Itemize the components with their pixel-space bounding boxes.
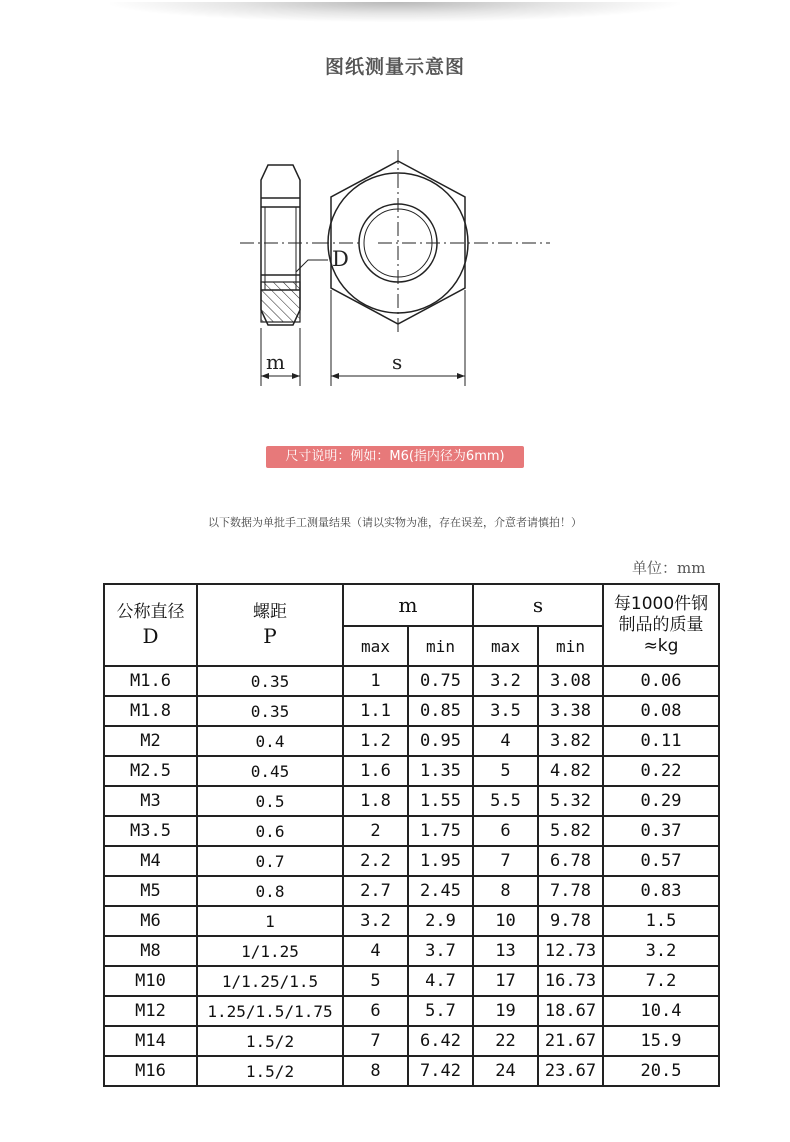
cell-m-max: 1.6: [343, 756, 408, 786]
cell-pitch: 0.8: [197, 876, 343, 906]
cell-pitch: 0.35: [197, 696, 343, 726]
header-mass: [603, 584, 719, 666]
table-row: [104, 846, 719, 876]
page-title: 图纸测量示意图: [324, 56, 465, 78]
label-d: D: [332, 247, 349, 271]
cell-pitch: 1.25/1.5/1.75: [197, 996, 343, 1026]
table-row: [104, 726, 719, 756]
header-s-max: max: [473, 626, 538, 666]
cell-diameter: M3: [104, 786, 197, 816]
cell-mass: 0.57: [603, 846, 719, 876]
cell-m-max: 2.7: [343, 876, 408, 906]
header-mass-line3: ≈kg: [643, 635, 679, 656]
cell-s-min: 7.78: [538, 876, 603, 906]
cell-m-max: 5: [343, 966, 408, 996]
cell-m-min: 1.95: [408, 846, 473, 876]
cell-m-min: 1.75: [408, 816, 473, 846]
label-s: s: [392, 350, 403, 374]
cell-s-max: 6: [473, 816, 538, 846]
cell-m-min: 3.7: [408, 936, 473, 966]
cell-s-max: 22: [473, 1026, 538, 1056]
cell-s-max: 13: [473, 936, 538, 966]
header-m-max: max: [343, 626, 408, 666]
table-row: [104, 906, 719, 936]
cell-mass: 0.11: [603, 726, 719, 756]
cell-s-min: 16.73: [538, 966, 603, 996]
cell-m-min: 7.42: [408, 1056, 473, 1086]
cell-m-max: 1.1: [343, 696, 408, 726]
cell-mass: 15.9: [603, 1026, 719, 1056]
cell-diameter: M1.6: [104, 666, 197, 696]
header-m-min: min: [408, 626, 473, 666]
header-diameter-sym: D: [142, 624, 159, 648]
cell-pitch: 1/1.25: [197, 936, 343, 966]
cell-s-max: 24: [473, 1056, 538, 1086]
cell-m-max: 1.8: [343, 786, 408, 816]
cell-m-min: 0.95: [408, 726, 473, 756]
cell-diameter: M6: [104, 906, 197, 936]
cell-m-min: 6.42: [408, 1026, 473, 1056]
cell-m-max: 4: [343, 936, 408, 966]
cell-s-min: 21.67: [538, 1026, 603, 1056]
header-mass-line2: 制品的质量: [618, 614, 704, 635]
cell-pitch: 1/1.25/1.5: [197, 966, 343, 996]
cell-diameter: M1.8: [104, 696, 197, 726]
cell-s-max: 10: [473, 906, 538, 936]
cell-s-min: 3.08: [538, 666, 603, 696]
cell-s-min: 3.38: [538, 696, 603, 726]
cell-mass: 1.5: [603, 906, 719, 936]
cell-mass: 0.29: [603, 786, 719, 816]
cell-pitch: 0.4: [197, 726, 343, 756]
cell-m-min: 1.35: [408, 756, 473, 786]
cell-s-max: 4: [473, 726, 538, 756]
cell-m-max: 8: [343, 1056, 408, 1086]
cell-diameter: M2.5: [104, 756, 197, 786]
disclaimer-text: 以下数据为单批手工测量结果（请以实物为准，存在误差，介意者请慎拍！）: [208, 516, 582, 529]
cell-s-min: 5.82: [538, 816, 603, 846]
spec-table: [103, 583, 720, 1087]
cell-pitch: 0.35: [197, 666, 343, 696]
header-pitch-cn: 螺距: [253, 602, 287, 622]
cell-m-min: 2.9: [408, 906, 473, 936]
table-row: [104, 996, 719, 1026]
cell-mass: 0.37: [603, 816, 719, 846]
spec-table-body: [104, 666, 719, 1086]
table-row: [104, 786, 719, 816]
cell-pitch: 0.7: [197, 846, 343, 876]
cell-diameter: M14: [104, 1026, 197, 1056]
cell-m-max: 6: [343, 996, 408, 1026]
header-m: m: [343, 584, 473, 626]
cell-m-max: 2.2: [343, 846, 408, 876]
cell-mass: 0.08: [603, 696, 719, 726]
cell-s-max: 19: [473, 996, 538, 1026]
table-row: [104, 816, 719, 846]
cell-m-min: 4.7: [408, 966, 473, 996]
cell-diameter: M3.5: [104, 816, 197, 846]
cell-pitch: 0.45: [197, 756, 343, 786]
nut-drawing: [220, 150, 550, 395]
cell-mass: 20.5: [603, 1056, 719, 1086]
cell-diameter: M16: [104, 1056, 197, 1086]
cell-m-max: 1.2: [343, 726, 408, 756]
cell-s-min: 9.78: [538, 906, 603, 936]
cell-diameter: M2: [104, 726, 197, 756]
cell-m-min: 5.7: [408, 996, 473, 1026]
cell-m-max: 7: [343, 1026, 408, 1056]
table-row: [104, 756, 719, 786]
header-pitch: [197, 584, 343, 666]
cell-s-min: 3.82: [538, 726, 603, 756]
table-row: [104, 966, 719, 996]
cell-diameter: M10: [104, 966, 197, 996]
header-s-min: min: [538, 626, 603, 666]
cell-s-max: 5.5: [473, 786, 538, 816]
cell-mass: 0.83: [603, 876, 719, 906]
cell-diameter: M5: [104, 876, 197, 906]
cell-s-max: 3.5: [473, 696, 538, 726]
cell-s-max: 7: [473, 846, 538, 876]
cell-m-max: 2: [343, 816, 408, 846]
cell-m-min: 0.75: [408, 666, 473, 696]
cell-s-min: 12.73: [538, 936, 603, 966]
cell-s-max: 5: [473, 756, 538, 786]
cell-m-min: 1.55: [408, 786, 473, 816]
cell-s-max: 3.2: [473, 666, 538, 696]
cell-pitch: 1.5/2: [197, 1026, 343, 1056]
top-shadow: [110, 2, 680, 22]
cell-pitch: 0.6: [197, 816, 343, 846]
cell-m-max: 3.2: [343, 906, 408, 936]
label-m: m: [266, 350, 285, 374]
cell-pitch: 1.5/2: [197, 1056, 343, 1086]
cell-m-min: 2.45: [408, 876, 473, 906]
table-row: [104, 936, 719, 966]
cell-m-max: 1: [343, 666, 408, 696]
cell-s-min: 18.67: [538, 996, 603, 1026]
cell-mass: 0.22: [603, 756, 719, 786]
cell-s-max: 17: [473, 966, 538, 996]
table-row: [104, 666, 719, 696]
cell-mass: 3.2: [603, 936, 719, 966]
cell-s-min: 4.82: [538, 756, 603, 786]
header-s: s: [473, 584, 603, 626]
table-row: [104, 696, 719, 726]
cell-s-min: 23.67: [538, 1056, 603, 1086]
cell-s-max: 8: [473, 876, 538, 906]
header-mass-line1: 每1000件钢: [613, 593, 709, 614]
nut-top-view: [315, 150, 550, 386]
table-row: [104, 876, 719, 906]
header-pitch-sym: P: [263, 624, 277, 648]
table-row: [104, 1056, 719, 1086]
cell-pitch: 0.5: [197, 786, 343, 816]
cell-s-min: 6.78: [538, 846, 603, 876]
cell-diameter: M4: [104, 846, 197, 876]
unit-label: 单位：mm: [632, 559, 706, 577]
size-note-badge: 尺寸说明：例如：M6(指内径为6mm): [266, 446, 524, 468]
cell-diameter: M12: [104, 996, 197, 1026]
cell-mass: 7.2: [603, 966, 719, 996]
header-diameter: [104, 584, 197, 666]
cell-mass: 0.06: [603, 666, 719, 696]
cell-diameter: M8: [104, 936, 197, 966]
cell-s-min: 5.32: [538, 786, 603, 816]
header-diameter-cn: 公称直径: [116, 602, 185, 622]
cell-m-min: 0.85: [408, 696, 473, 726]
cell-pitch: 1: [197, 906, 343, 936]
cell-mass: 10.4: [603, 996, 719, 1026]
table-row: [104, 1026, 719, 1056]
